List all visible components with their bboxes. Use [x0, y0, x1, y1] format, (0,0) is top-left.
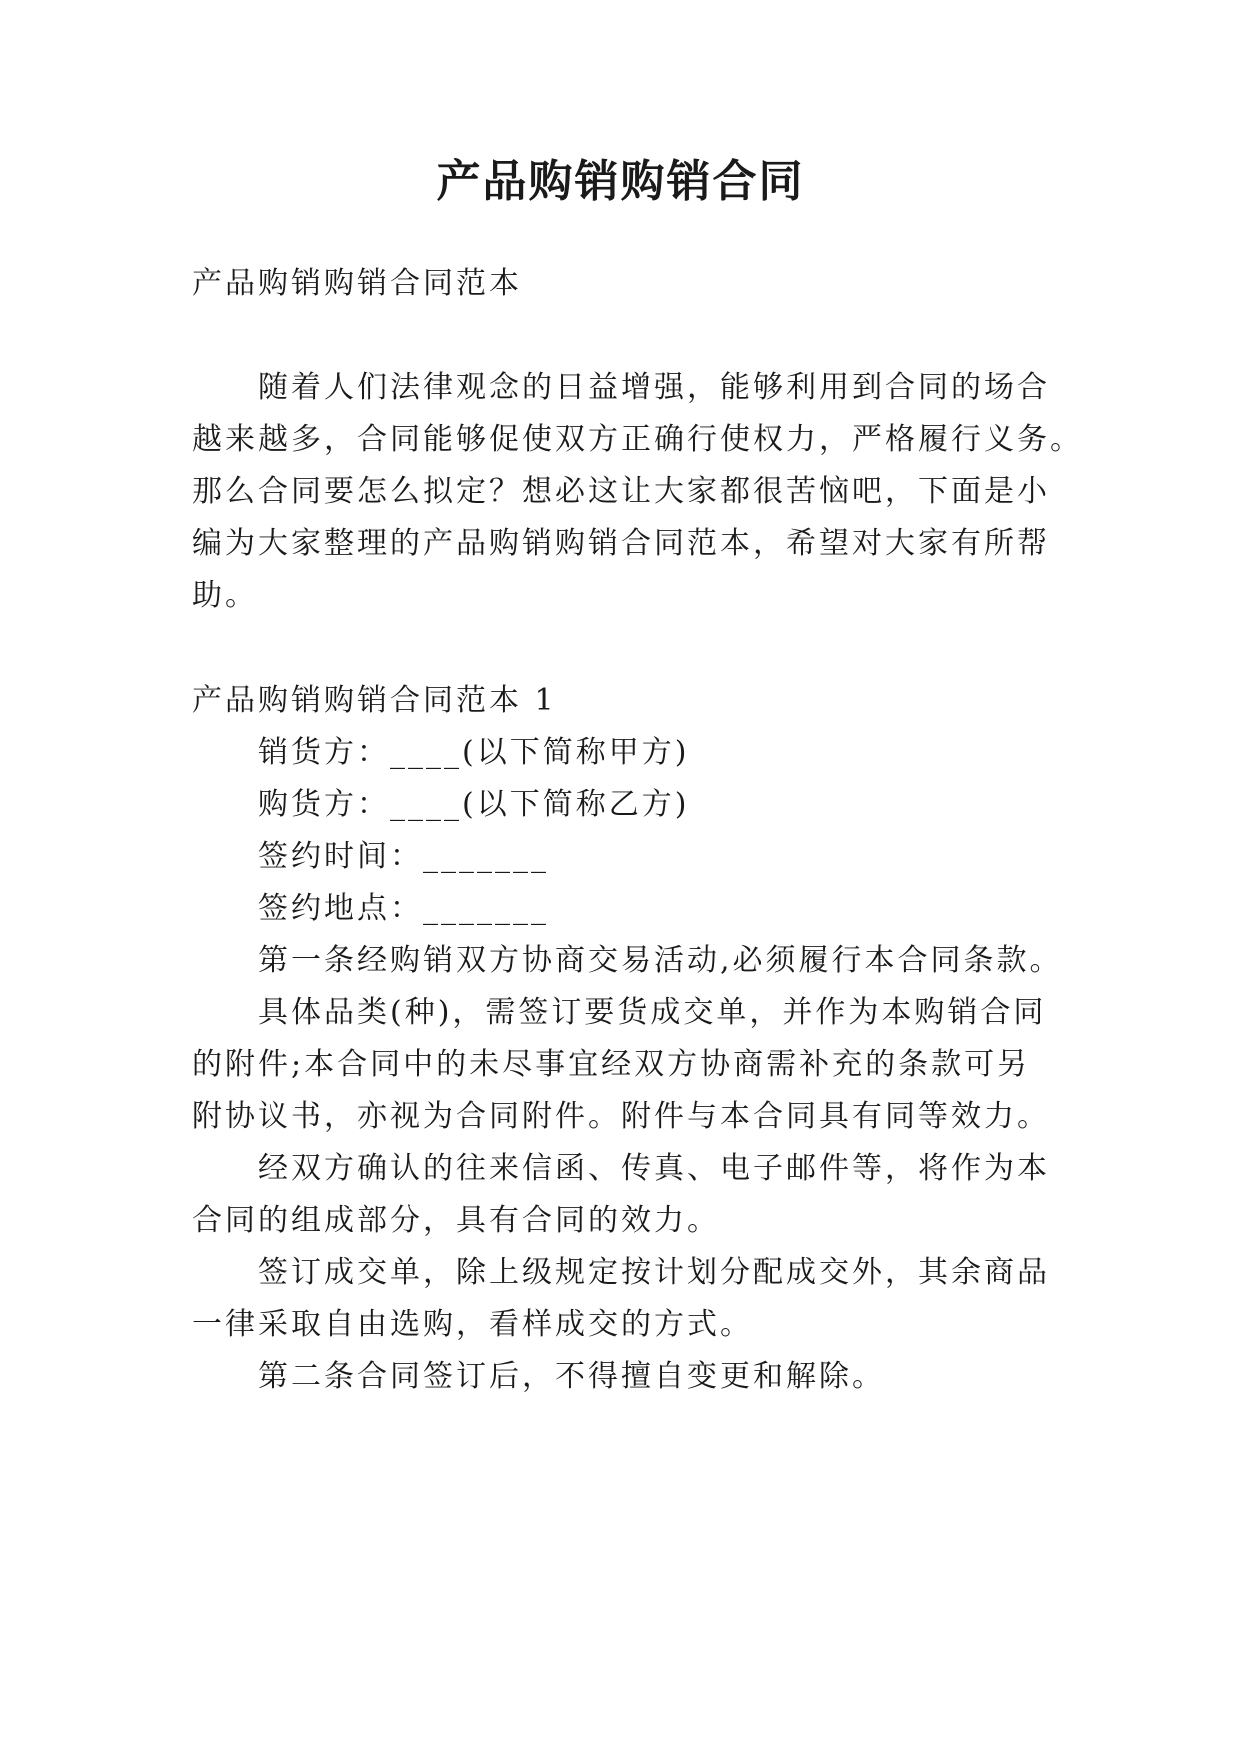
intro-line-4: 编为大家整理的产品购销购销合同范本，希望对大家有所帮	[192, 526, 1050, 561]
intro-line-3: 那么合同要怎么拟定？想必这让大家都很苦恼吧，下面是小	[192, 474, 1050, 509]
para2-line-1: 经双方确认的往来信函、传真、电子邮件等，将作为本	[258, 1151, 1050, 1186]
seller-field: 销货方：____(以下简称甲方)	[258, 735, 690, 770]
clause-1: 第一条经购销双方协商交易活动,必须履行本合同条款。	[258, 943, 1063, 978]
sign-place-field: 签约地点：_______	[258, 891, 549, 926]
para2-line-2: 合同的组成部分，具有合同的效力。	[192, 1203, 720, 1238]
clause-2: 第二条合同签订后，不得擅自变更和解除。	[258, 1359, 885, 1394]
para1-line-2: 的附件;本合同中的未尽事宜经双方协商需补充的条款可另	[192, 1047, 1031, 1082]
section-heading: 产品购销购销合同范本 1	[192, 683, 557, 718]
buyer-field: 购货方：____(以下简称乙方)	[258, 787, 690, 822]
sign-time-field: 签约时间：_______	[258, 839, 549, 874]
para1-line-3: 附协议书，亦视为合同附件。附件与本合同具有同等效力。	[192, 1099, 1050, 1134]
intro-line-1: 随着人们法律观念的日益增强，能够利用到合同的场合	[258, 370, 1050, 405]
para3-line-1: 签订成交单，除上级规定按计划分配成交外，其余商品	[258, 1255, 1050, 1290]
para1-line-1: 具体品类(种)，需签订要货成交单，并作为本购销合同	[258, 995, 1047, 1030]
document-subtitle: 产品购销购销合同范本	[192, 266, 522, 301]
intro-line-5: 助。	[192, 578, 258, 613]
document-title: 产品购销购销合同	[436, 156, 805, 207]
para3-line-2: 一律采取自由选购，看样成交的方式。	[192, 1307, 753, 1342]
intro-line-2: 越来越多，合同能够促使双方正确行使权力，严格履行义务。	[192, 422, 1083, 457]
